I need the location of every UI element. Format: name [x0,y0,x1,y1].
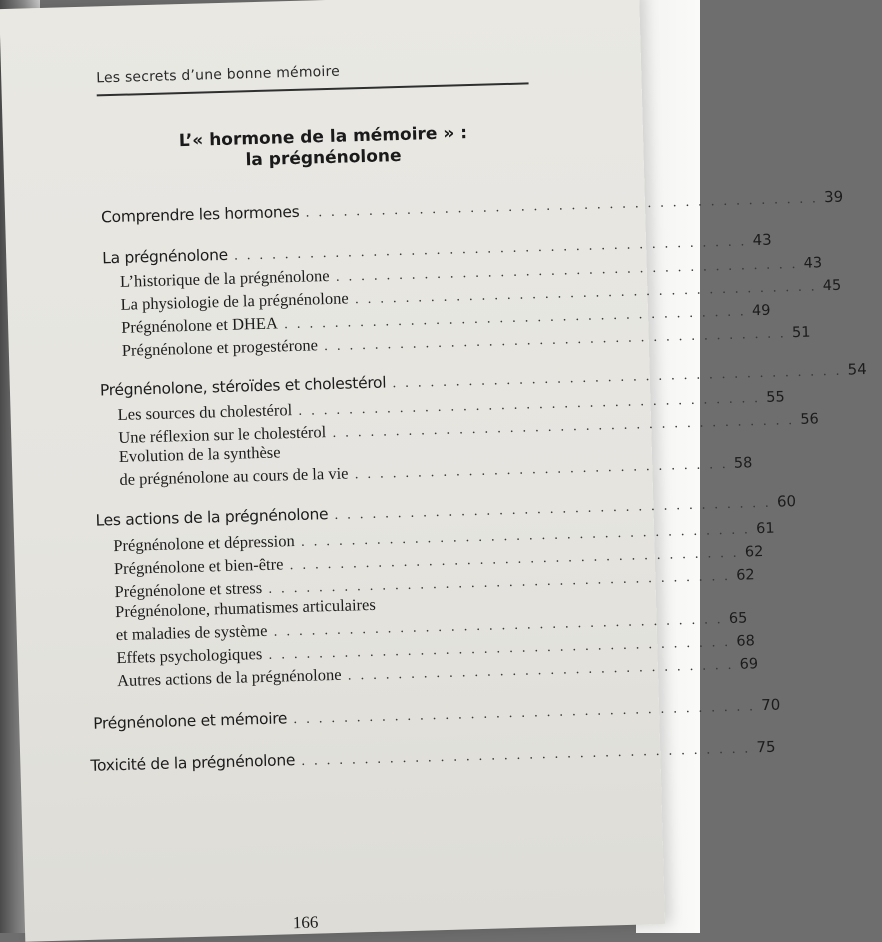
toc-entry-label: Les sources du cholestérol [117,400,293,424]
toc-entry-label: La physiologie de la prégnénolone [120,288,349,314]
toc-entry-label-line-1: Evolution de la synthèse [118,442,281,466]
toc-entry-page: 60 [776,492,797,511]
toc-entry-label: de prégnénolone au cours de la vie [119,463,349,489]
section-title-line-2: la prégnénolone [245,145,402,171]
leader-dots: . . . . . . . . . . . . . . . . . . . . . . . . . . . . . . . . . . . . . [323,326,787,355]
toc-entry-page: 58 [733,455,753,472]
toc-entry-page: 54 [847,360,867,379]
toc-entry [100,187,844,227]
toc-entry-label: Effets psychologiques [116,644,263,668]
leader-dots: . . . . . . . . . . . . . . . . . . . . . . . . . . . . . . . . . . . . [289,545,740,574]
leader-dots: . . . . . . . . . . . . . . . . . . . . . . . . . . . . . . . . . . . . . [268,634,731,663]
running-head: Les secrets d’une bonne mémoire [96,63,341,87]
toc-entry-label: Toxicité de la prégnénolone [90,751,296,775]
toc-entry-label: Une réflexion sur le cholestérol [118,422,327,447]
toc-entry-page: 51 [791,324,811,342]
toc-entry-label: Prégnénolone et DHEA [120,313,279,337]
toc-entry-label: Prégnénolone et dépression [113,531,295,556]
toc-entry-page: 43 [803,255,823,272]
leader-dots: . . . . . . . . . . . . . . . . . . . . . . . . . . . . . . . . . . . . . [354,279,818,308]
toc-entry-label: L’historique de la prégnénolone [119,265,330,291]
leader-dots: . . . . . . . . . . . . . . . . . . . . . . . . . . . . . . . . . . . . . [297,391,761,419]
toc-entry-label: Prégnénolone et progestérone [121,335,319,360]
toc-entry-label: Prégnénolone et bien-être [113,554,284,579]
toc-entry-page: 62 [744,543,764,561]
toc-entry-page: 45 [822,277,842,295]
leader-dots: . . . . . . . . . . . . . . . . . . . . . . . . . . . . . . . . . . . . . . . . . [305,191,819,221]
leader-dots: . . . . . . . . . . . . . . . . . . . . . . . . . . . . . . . . . . . . . [335,256,798,285]
leader-dots: . . . . . . . . . . . . . . . . . . . . . . . . . . . . . . . [347,657,734,684]
toc-entry-label: et maladies de système [115,620,268,645]
leader-dots: . . . . . . . . . . . . . . . . . . . . . . . . . . . . . . . . . . . . . . . . . [233,234,747,264]
toc-entry-page: 49 [751,302,771,320]
toc-entry-page: 68 [736,633,756,650]
toc-entry-page: 69 [739,656,759,673]
toc-entry-page: 70 [760,695,781,715]
toc-entry-label: La prégnénolone [102,245,229,268]
leader-dots: . . . . . . . . . . . . . . . . . . . . . . . . . . . . . . [354,456,729,483]
leader-dots: . . . . . . . . . . . . . . . . . . . . . . . . . . . . . . . . . . . [334,495,772,523]
leader-dots: . . . . . . . . . . . . . . . . . . . . . . . . . . . . . . . . . . . . [300,741,751,769]
leader-dots: . . . . . . . . . . . . . . . . . . . . . . . . . . . . . . . . . . . . . [267,568,731,597]
toc-entry-label: Prégnénolone, stéroïdes et cholestérol [99,373,387,400]
toc-entry-label: Les actions de la prégnénolone [95,505,329,530]
toc-entry-page: 61 [755,520,775,538]
section-title [143,122,504,174]
toc-entry-page: 62 [735,567,755,584]
leader-dots: . . . . . . . . . . . . . . . . . . . . . . . . . . . . . . . . . . . . [273,612,724,640]
toc-entry-page: 39 [823,187,844,207]
toc-entry-label: Prégnénolone et mémoire [93,709,288,733]
toc-entry-page: 56 [800,411,820,428]
toc-entry-page: 43 [752,230,772,250]
toc-entry-label: Autres actions de la prégnénolone [116,664,342,691]
leader-dots: . . . . . . . . . . . . . . . . . . . . . . . . . . . . . . . . . . . . [392,363,842,392]
toc-entry-label: Prégnénolone et stress [114,578,263,602]
section-title-line-1: L’« hormone de la mémoire » : [178,123,468,152]
leader-dots: . . . . . . . . . . . . . . . . . . . . . . . . . . . . . . . . . . . . . [283,304,747,333]
toc-entry-label: Comprendre les hormones [100,202,300,227]
toc-entry-page: 55 [766,389,785,406]
toc-entry-page: 65 [728,610,748,627]
leader-dots: . . . . . . . . . . . . . . . . . . . . . . . . . . . . . . . . . . . . . [332,413,795,441]
page-number: 166 [292,912,319,933]
toc-entry [93,695,781,733]
leader-dots: . . . . . . . . . . . . . . . . . . . . . . . . . . . . . . . . . . . . [300,522,751,550]
toc-entry [90,737,776,775]
leader-dots: . . . . . . . . . . . . . . . . . . . . . . . . . . . . . . . . . . . . . [292,699,756,728]
toc-entry-page: 75 [756,737,776,757]
toc-entry-label-line-1: Prégnénolone, rhumatismes articulaires [114,594,377,622]
